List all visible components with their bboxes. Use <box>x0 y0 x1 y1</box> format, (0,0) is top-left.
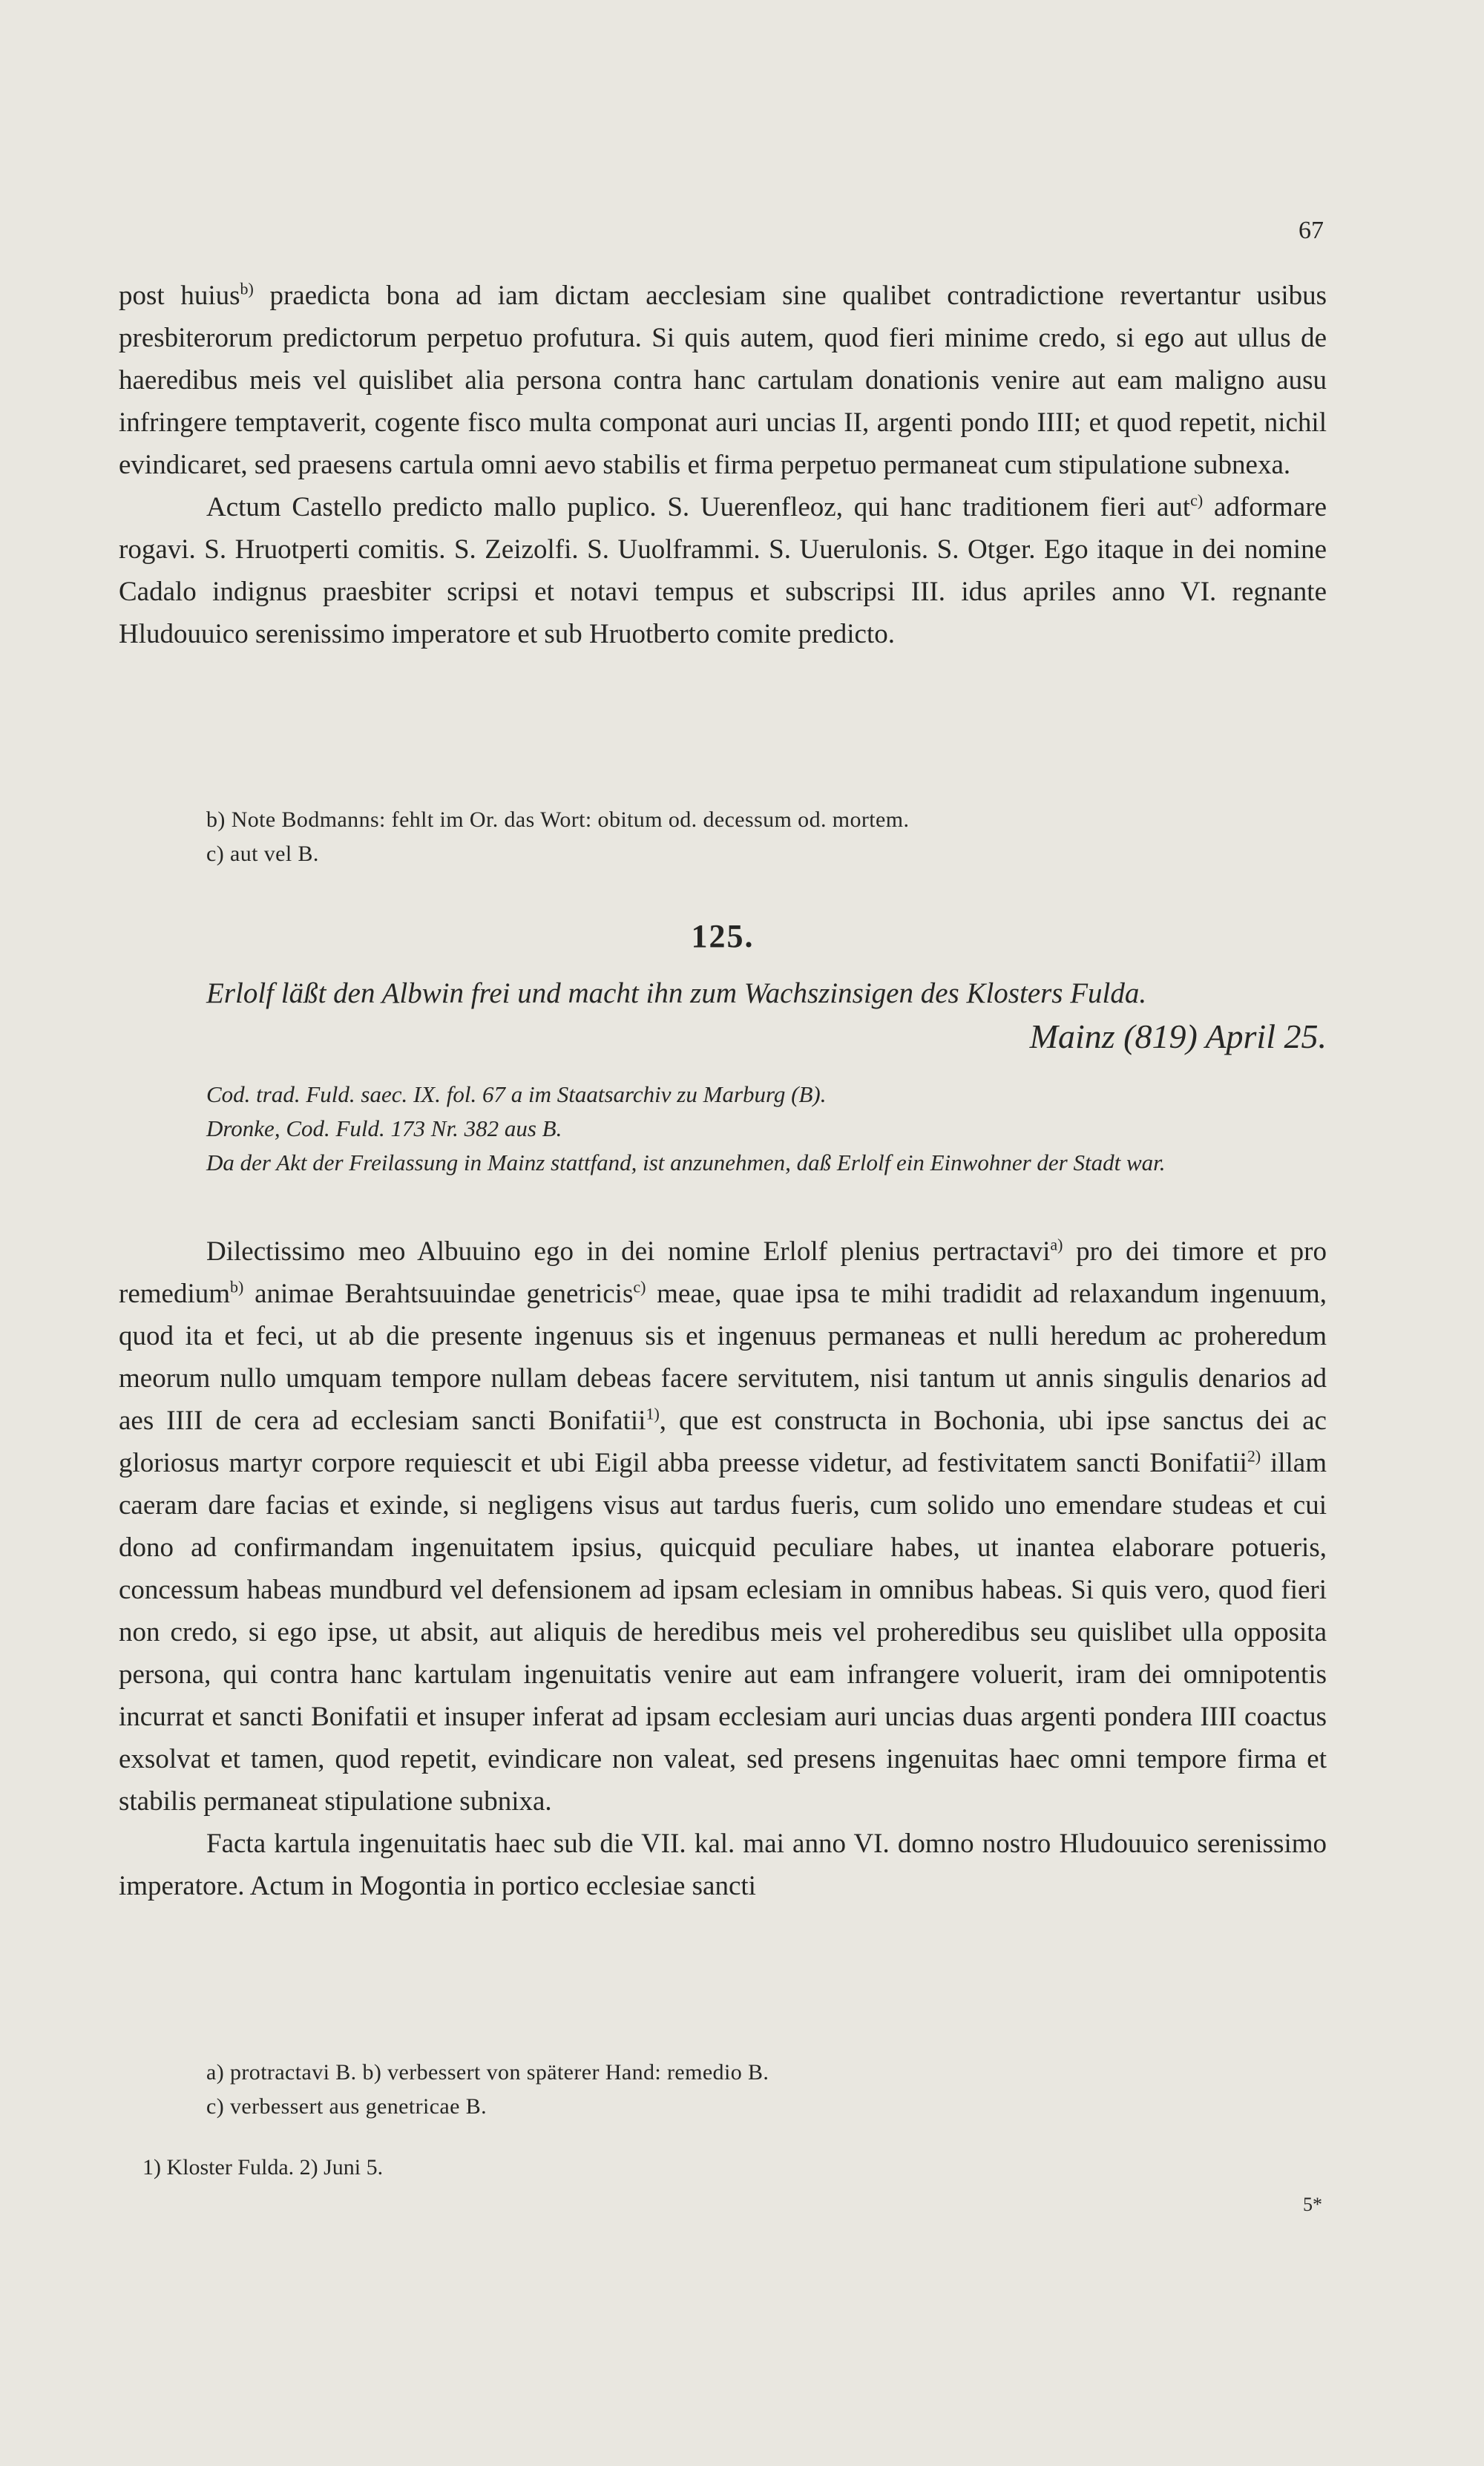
paragraph: Facta kartula ingenuitatis haec sub die VII. kal. mai anno VI. domno nostro Hludouuico serenissimo imperatore. Actum in Mogontia in portico ecclesiae sancti <box>119 1829 1327 1901</box>
paragraph: Dilectissimo meo Albuuino ego in dei nomine Erlolf plenius pertractavi$^{a)}$ pro dei timore et pro remedium$^{b)}$ animae Berahtsuuindae genetricis$^{c)}$ meae, quae ipsa te mihi tradidit ad relaxandum ingenuum, quod ita et feci, ut ab die presente ingenuus sis et ingenuus permaneas et nulli heredum ac proheredum meorum nullo umquam tempore nullam debeas facere servitutem, nisi tantum ut annis singulis denarios ad aes IIII de cera ad ecclesiam sancti Bonifatii$^{1)}$, que est constructa in Bochonia, ubi ipse sanctus dei ac gloriosus martyr corpore requiescit et ubi Eigil abba preesse videtur, ad festivitatem sancti Bonifatii$^{2)}$ illam caeram dare facias et exinde, si negligens visus aut tardus fueris, cum solido uno emendare studeas et cui dono ad confirmandam ingenuitatem ipsius, quicquid peculiare habes, ut inantea elaborare potueris, concessum habeas mundburd vel defensionem ad ipsam eclesiam in omnibus habeas. Si quis vero, quod fieri non credo, si ego ipse, ut absit, aut aliquis de heredibus meis vel proheredibus seu quislibet ulla opposita persona, qui contra hanc kartulam ingenuitatis venire aut eam infrangere voluerit, iram dei omnipotentis incurrat et sancti Bonifatii et insuper inferat ad ipsam ecclesiam auri uncias duas argenti pondera IIII coactus exsolvat et tamen, quod repetit, evindicare non valeat, sed presens ingenuitas haec omni tempore firma et stabilis permaneat stipulatione subnixa. <box>119 1235 1327 1817</box>
footnote-marker: a) <box>1050 1235 1063 1254</box>
charter-notes <box>119 2056 1327 2124</box>
paragraph: post huius$^{b)}$ praedicta bona ad iam dictam aecclesiam sine qualibet contradictione revertantur usibus presbiterorum predictorum perpetuo profutura. Si quis autem, quod fieri minime credo, si ego aut ullus de haeredibus meis vel quislibet alia persona contra hanc cartulam donationis venire aut eam maligno ausu infringere temptaverit, cogente fisco multa componat auri uncias II, argenti pondo IIII; et quod repetit, nichil evindicaret, sed praesens cartula omni aevo stabilis et firma perpetuo permaneat cum stipulatione subnexa. <box>119 279 1327 480</box>
footnote-marker: 1) <box>646 1404 660 1423</box>
page-number: 67 <box>1298 217 1324 244</box>
previous-charter-text <box>119 275 1327 655</box>
source-line: Dronke, Cod. Fuld. 173 Nr. 382 aus B. <box>206 1115 562 1141</box>
footnote-marker: b) <box>230 1277 244 1296</box>
source-notes <box>119 1078 1327 1180</box>
source-line: Cod. trad. Fuld. saec. IX. fol. 67 a im Staatsarchiv zu Marburg (B). <box>206 1081 827 1107</box>
textual-note: b) Note Bodmanns: fehlt im Or. das Wort: obitum od. decessum od. mortem. <box>206 807 910 832</box>
document-heading <box>119 972 1327 1058</box>
source-line: Da der Akt der Freilassung in Mainz stattfand, ist anzunehmen, daß Erlolf ein Einwohner der Stadt war. <box>206 1150 1166 1175</box>
charter-text <box>119 1230 1327 1907</box>
previous-charter-notes <box>119 803 1327 871</box>
footnote-marker: 2) <box>1247 1446 1261 1466</box>
document-number: 125. <box>691 918 755 954</box>
footnote-marker: b) <box>240 279 254 298</box>
document-date: Mainz (819) April 25. <box>1029 1017 1327 1055</box>
document-title: Erlolf läßt den Albwin frei und macht ihn zum Wachszinsigen des Klosters Fulda. <box>206 977 1147 1009</box>
textual-note: c) verbessert aus genetricae B. <box>206 2094 487 2119</box>
textual-note: c) aut vel B. <box>206 842 319 866</box>
signature-mark: 5* <box>1303 2194 1322 2215</box>
textual-note: a) protractavi B. b) verbessert von späterer Hand: remedio B. <box>206 2060 769 2085</box>
footnote-line: 1) Kloster Fulda. 2) Juni 5. <box>142 2155 384 2180</box>
footnote-marker: c) <box>1190 491 1204 510</box>
footnotes <box>119 2151 1327 2185</box>
paragraph: Actum Castello predicto mallo puplico. S. Uuerenfleoz, qui hanc traditionem fieri aut$^{c)}$ adformare rogavi. S. Hruotperti comitis. S. Zeizolfi. S. Uuolframmi. S. Uuerulonis. S. Otger. Ego itaque in dei nomine Cadalo indignus praesbiter scripsi et notavi tempus et subscripsi III. idus apriles anno VI. regnante Hludouuico serenissimo imperatore et sub Hruotberto comite predicto. <box>119 491 1327 649</box>
footnote-marker: c) <box>633 1277 646 1296</box>
